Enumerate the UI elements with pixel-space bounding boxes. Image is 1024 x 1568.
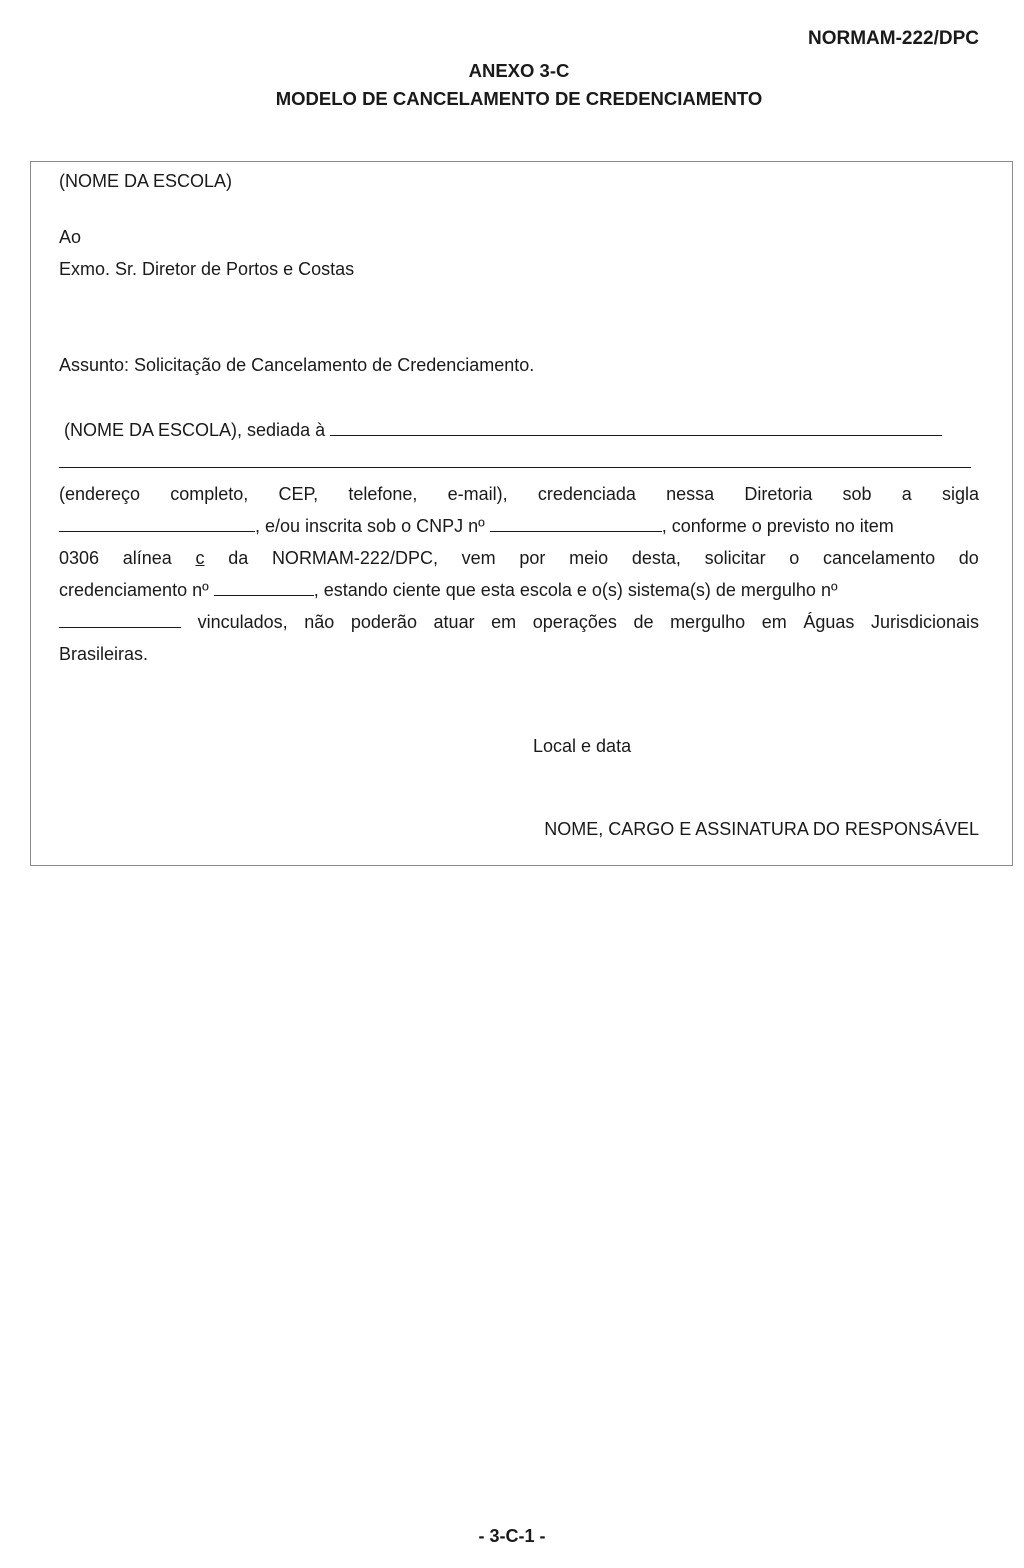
body-line-2 [59, 450, 971, 474]
body-line-5 [59, 546, 979, 570]
word: solicitar [704, 548, 766, 568]
word: completo, [170, 484, 249, 504]
word: em [761, 612, 787, 632]
recipient-line-1: Ao [59, 227, 82, 247]
word: o [789, 548, 800, 568]
word: vem [461, 548, 496, 568]
word: da [228, 548, 249, 568]
cnpj-blank[interactable] [490, 514, 662, 532]
credential-number-blank[interactable] [214, 578, 314, 596]
body-text: , e/ou inscrita sob o CNPJ nº [255, 516, 485, 536]
subject-line: Assunto: Solicitação de Cancelamento de Credenciamento. [59, 355, 535, 375]
word: sob [842, 484, 872, 504]
word: a [901, 484, 912, 504]
page-number: - 3-C-1 - [478, 1526, 546, 1546]
word: alínea [122, 548, 172, 568]
word: NORMAM-222/DPC, [271, 548, 438, 568]
address-blank[interactable] [330, 418, 942, 436]
word: CEP, [278, 484, 319, 504]
word: desta, [631, 548, 681, 568]
word: mergulho [670, 612, 746, 632]
place-date: Local e data [533, 736, 632, 756]
acronym-blank[interactable] [59, 514, 255, 532]
address-blank-full[interactable] [59, 450, 971, 468]
word: poderão [350, 612, 417, 632]
word: por [519, 548, 546, 568]
word-underlined: c [195, 548, 205, 568]
annex-title: ANEXO 3-C [468, 60, 570, 81]
body-line-8: Brasileiras. [59, 644, 149, 664]
word: Águas [803, 612, 855, 632]
word: 0306 [59, 548, 100, 568]
body-text: , conforme o previsto no item [661, 516, 894, 536]
school-name: (NOME DA ESCOLA) [59, 171, 233, 191]
body-line-6 [59, 578, 838, 602]
word: de [633, 612, 654, 632]
word: credenciada [537, 484, 636, 504]
word: Diretoria [744, 484, 813, 504]
word: operações [532, 612, 617, 632]
title-block [0, 57, 1024, 113]
body-text: (NOME DA ESCOLA), sediada à [64, 420, 326, 440]
word: cancelamento [823, 548, 936, 568]
word: do [958, 548, 979, 568]
word: telefone, [348, 484, 418, 504]
form-title: MODELO DE CANCELAMENTO DE CREDENCIAMENTO [275, 88, 763, 109]
word: sigla [941, 484, 979, 504]
word: (endereço [59, 484, 141, 504]
document-reference: NORMAM-222/DPC [807, 28, 979, 49]
body-line-1 [64, 418, 942, 442]
diving-system-blank[interactable] [59, 610, 181, 628]
word: e-mail), [447, 484, 508, 504]
word: não [304, 612, 335, 632]
word: Jurisdicionais [870, 612, 979, 632]
body-line-7 [59, 610, 979, 634]
body-line-3 [59, 482, 979, 506]
word: vinculados, [197, 612, 288, 632]
body-text: credenciamento nº [59, 580, 209, 600]
body-text: , estando ciente que esta escola e o(s) sistema(s) de mergulho nº [313, 580, 838, 600]
signature-line: NOME, CARGO E ASSINATURA DO RESPONSÁVEL [544, 819, 979, 839]
recipient-line-2: Exmo. Sr. Diretor de Portos e Costas [59, 259, 355, 279]
word: nessa [666, 484, 715, 504]
form-box [30, 161, 1013, 866]
body-line-4 [59, 514, 894, 538]
word: em [491, 612, 517, 632]
word: meio [569, 548, 609, 568]
word: atuar [433, 612, 475, 632]
